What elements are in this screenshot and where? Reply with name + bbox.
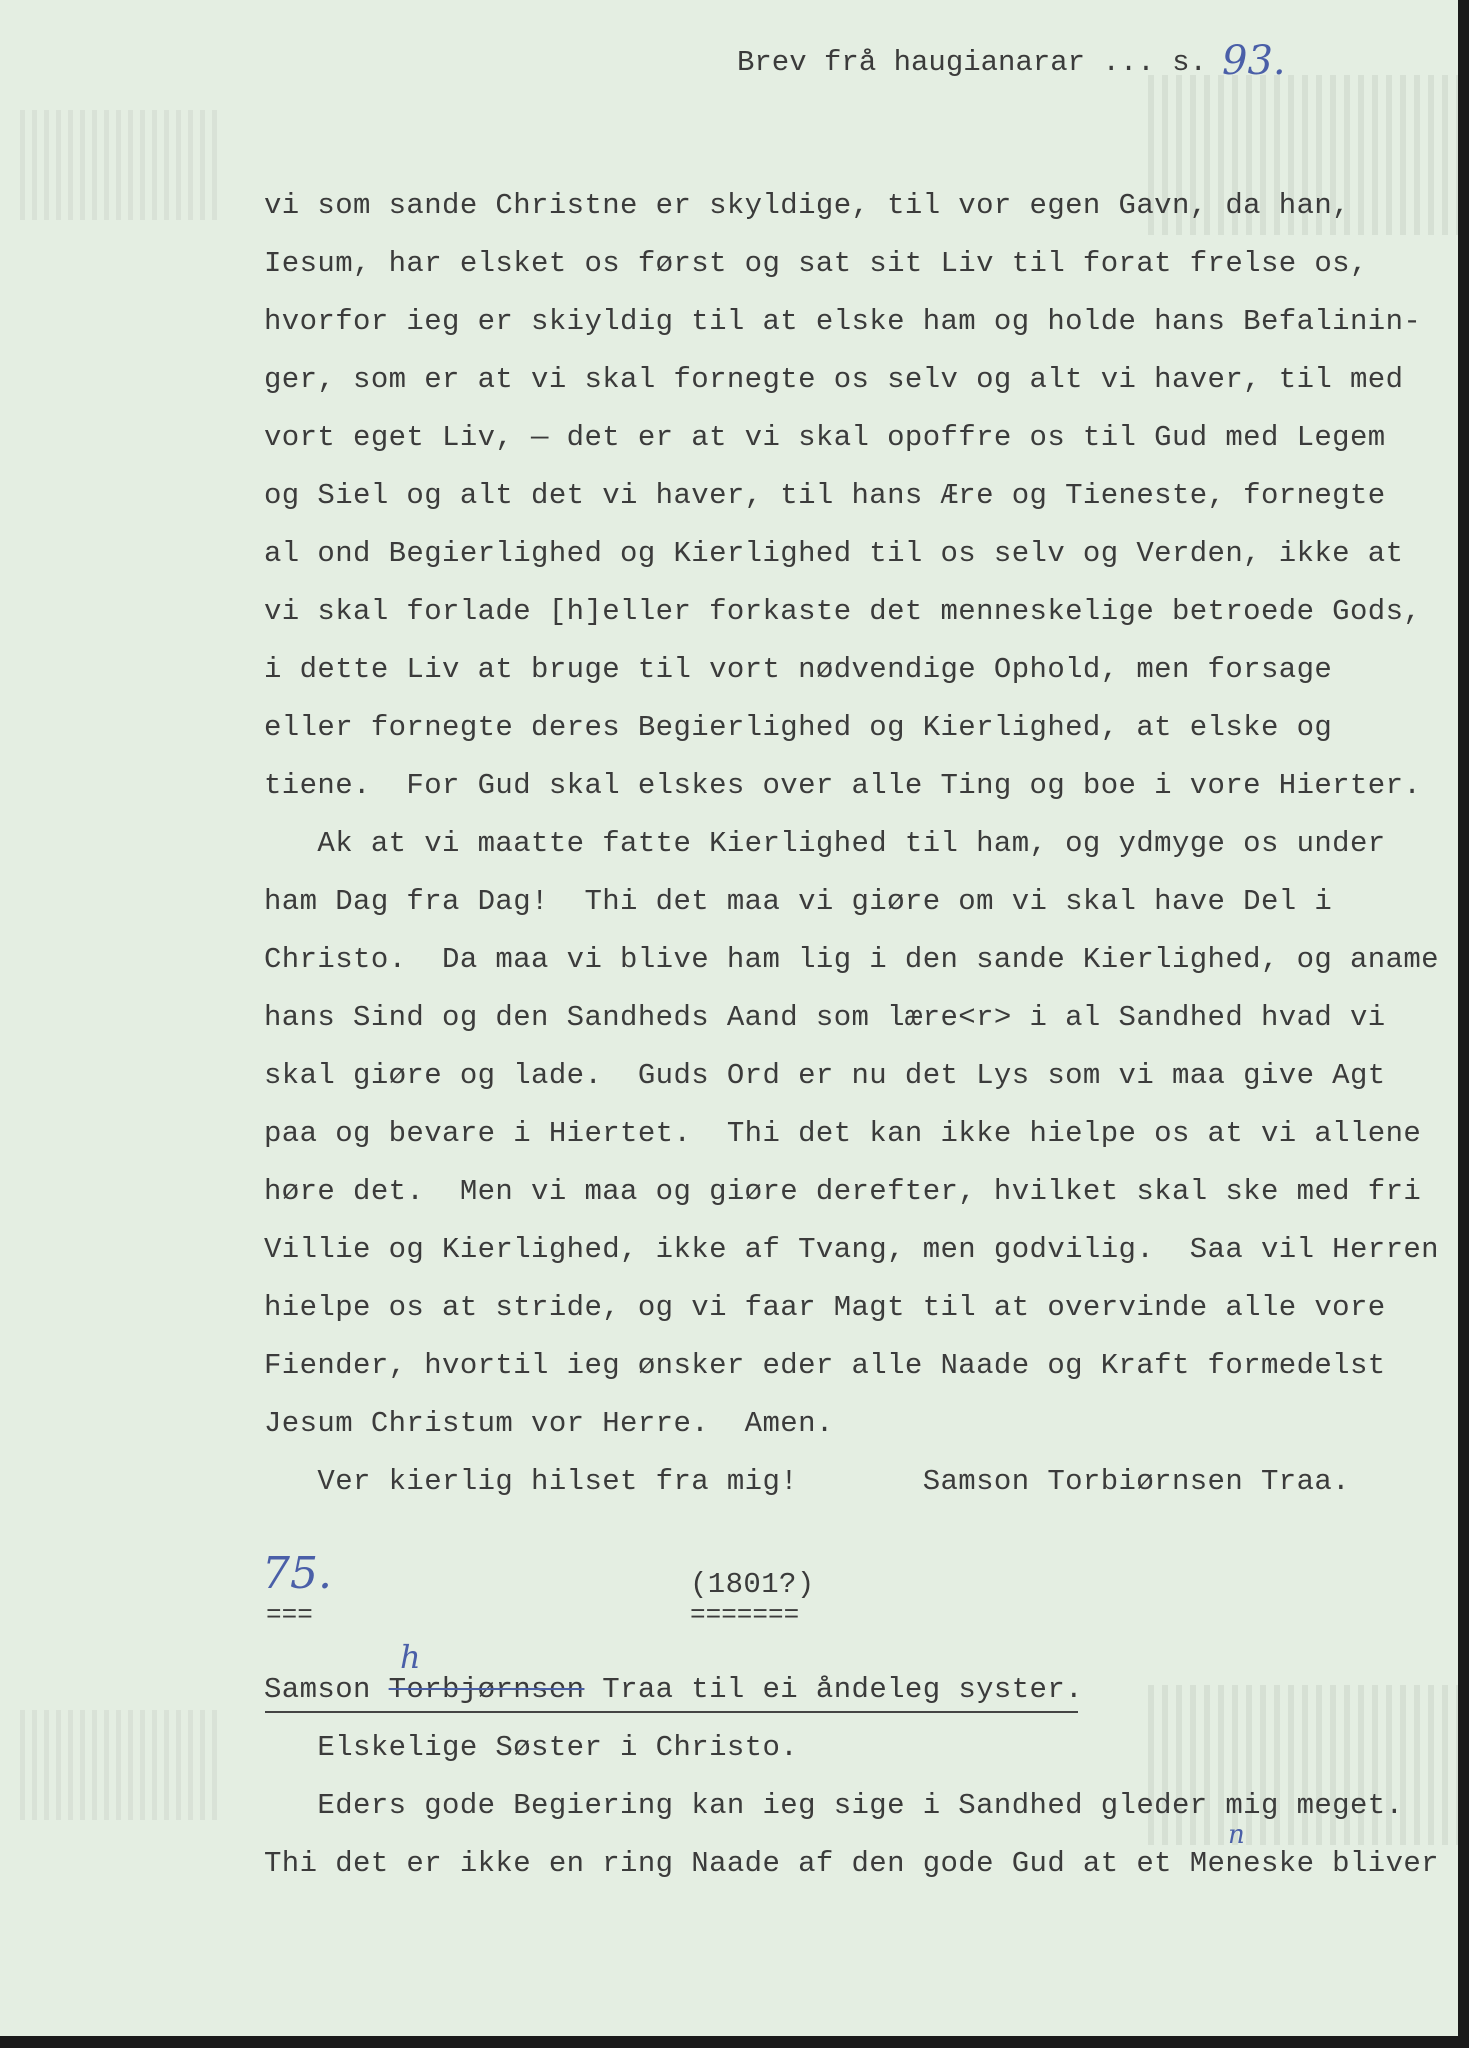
text-line: Villie og Kierlighed, ikke af Tvang, men godvilig. Saa vil Herren — [264, 1233, 1439, 1266]
title-underline — [265, 1711, 1078, 1713]
text-line: hans Sind og den Sandheds Aand som lære<r> i al Sandhed hvad vi — [264, 1001, 1386, 1034]
text-line: Eders gode Begiering kan ieg sige i Sandhed gleder mig meget. — [264, 1789, 1404, 1822]
text-line: paa og bevare i Hiertet. Thi det kan ikke hielpe os at vi allene — [264, 1117, 1422, 1150]
text-line: Ak at vi maatte fatte Kierlighed til ham, og ydmyge os under — [264, 827, 1386, 860]
text-line: skal giøre og lade. Guds Ord er nu det Lys som vi maa give Agt — [264, 1059, 1386, 1092]
title-insertion: h — [400, 1638, 421, 1676]
text-line: hvorfor ieg er skiyldig til at elske ham og holde hans Befalinin- — [264, 305, 1422, 338]
letter-date: (1801?) — [690, 1568, 815, 1601]
text-line: vi skal forlade [h]eller forkaste det menneskelige betroede Gods, — [264, 595, 1422, 628]
page-number: 93. — [1222, 38, 1286, 84]
title-suffix: Traa til ei åndeleg syster. — [584, 1673, 1083, 1706]
text-line: Iesum, har elsket os først og sat sit Liv til forat frelse os, — [264, 247, 1368, 280]
letter-number: 75. — [262, 1548, 332, 1599]
text-line: Ver kierlig hilset fra mig! Samson Torbiørnsen Traa. — [264, 1465, 1350, 1498]
text-line: hielpe os at stride, og vi faar Magt til at overvinde alle vore — [264, 1291, 1386, 1324]
title-struck-name: Torbjørnsen — [388, 1673, 585, 1706]
text-line: vort eget Liv, — det er at vi skal opoffre os til Gud med Legem — [264, 421, 1386, 454]
insertion-mark: n — [1228, 1820, 1245, 1850]
text-line: og Siel og alt det vi haver, til hans Ære og Tieneste, fornegte — [264, 479, 1386, 512]
text-line: eller fornegte deres Begierlighed og Kierlighed, at elske og — [264, 711, 1333, 744]
title-prefix: Samson — [264, 1673, 389, 1706]
text-line: al ond Begierlighed og Kierlighed til os selv og Verden, ikke at — [264, 537, 1404, 570]
text-line: Christo. Da maa vi blive ham lig i den sande Kierlighed, og aname — [264, 943, 1439, 976]
running-title: Brev frå haugianarar ... s. — [737, 46, 1207, 79]
text-line: Thi det er ikke en ring Naade af den gode Gud at et Meneske bliver — [264, 1847, 1439, 1880]
bleed-through-mark — [20, 1710, 220, 1820]
text-line: vi som sande Christne er skyldige, til vor egen Gavn, da han, — [264, 189, 1350, 222]
text-line: i dette Liv at bruge til vort nødvendige Ophold, men forsage — [264, 653, 1333, 686]
letter-number-underline: === — [266, 1600, 313, 1630]
text-line: Fiender, hvortil ieg ønsker eder alle Naade og Kraft formedelst — [264, 1349, 1386, 1382]
letter-title — [264, 1673, 1083, 1706]
text-line: Elskelige Søster i Christo. — [264, 1731, 799, 1764]
text-line: ger, som er at vi skal fornegte os selv og alt vi haver, til med — [264, 363, 1404, 396]
text-line: høre det. Men vi maa og giøre derefter, hvilket skal ske med fri — [264, 1175, 1422, 1208]
letter-date-underline: ======= — [690, 1600, 800, 1630]
text-line: ham Dag fra Dag! Thi det maa vi giøre om vi skal have Del i — [264, 885, 1333, 918]
text-line: tiene. For Gud skal elskes over alle Ting og boe i vore Hierter. — [264, 769, 1422, 802]
text-line: Jesum Christum vor Herre. Amen. — [264, 1407, 834, 1440]
bleed-through-mark — [20, 110, 220, 220]
